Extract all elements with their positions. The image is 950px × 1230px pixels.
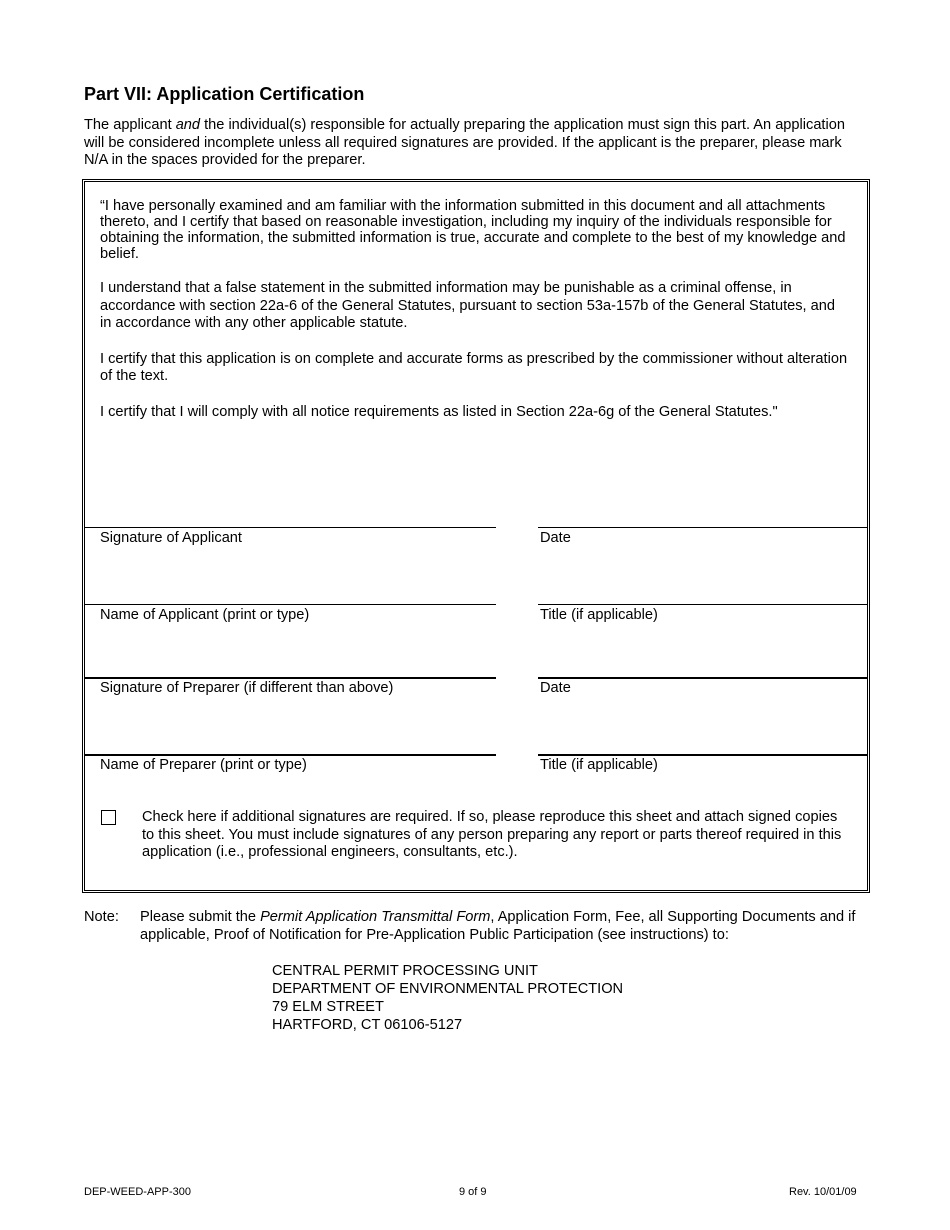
address-line-4: HARTFORD, CT 06106-5127 — [272, 1017, 463, 1033]
note-emphasis: Permit Application Transmittal Form — [260, 909, 491, 925]
title-applicant-label: Title (if applicable) — [540, 607, 658, 623]
note-text-start: Please submit the — [140, 909, 261, 925]
footer-revision: Rev. 10/01/09 — [789, 1186, 857, 1198]
note-label: Note: — [84, 909, 119, 925]
certification-paragraph-4: I certify that I will comply with all notice requirements as listed in Section 22a-6g of the General Statutes." — [100, 403, 778, 420]
mailing-address — [272, 962, 623, 1034]
name-of-applicant-line[interactable] — [85, 604, 496, 605]
certification-paragraph-3: I certify that this application is on complete and accurate forms as prescribed by the commissioner without alteration of the text. — [100, 350, 848, 384]
signature-of-applicant-line[interactable] — [85, 527, 496, 528]
address-line-3: 79 ELM STREET — [272, 999, 384, 1015]
address-line-1: CENTRAL PERMIT PROCESSING UNIT — [272, 963, 538, 979]
note-text-end: , Application Form, Fee, all Supporting Documents and if applicable, Proof of Notification for Pre-Application Public Participation (see instructions) to: — [140, 909, 856, 943]
name-of-applicant-label: Name of Applicant (print or type) — [100, 607, 310, 623]
footer-page-number: 9 of 9 — [459, 1186, 487, 1198]
additional-signatures-text: Check here if additional signatures are required. If so, please reproduce this sheet and attach signed copies to this sheet. You must include signatures of any person preparing any report or parts thereof required in this application (i.e., professional engineers, consultants, etc.). — [142, 809, 842, 860]
title-applicant-line[interactable] — [538, 604, 867, 605]
certification-paragraph-2: I understand that a false statement in the submitted information may be punishable as a criminal offense, in accordance with section 22a-6 of the General Statutes, pursuant to section 53a-157b of the General Statutes, and in accordance with any other applicable statute. — [100, 280, 836, 331]
footer-form-number: DEP-WEED-APP-300 — [84, 1186, 191, 1198]
additional-signatures-checkbox[interactable] — [101, 810, 116, 825]
name-of-preparer-line[interactable] — [85, 754, 496, 756]
title-preparer-line[interactable] — [538, 754, 867, 756]
note-text — [140, 909, 870, 944]
date-applicant-label: Date — [540, 530, 571, 546]
intro-paragraph — [84, 117, 864, 170]
date-preparer-label: Date — [540, 680, 571, 696]
certification-statement — [100, 198, 850, 439]
page-title: Part VII: Application Certification — [84, 84, 365, 104]
intro-text-start: The applicant — [84, 117, 176, 133]
signature-of-preparer-label: Signature of Preparer (if different than above) — [100, 680, 394, 696]
signature-of-applicant-label: Signature of Applicant — [100, 530, 242, 546]
intro-text-end: the individual(s) responsible for actually preparing the application must sign this part. An application will be considered incomplete unless all required signatures are provided. If the applicant is the preparer, please mark N/A in the spaces provided for the preparer. — [84, 117, 845, 168]
certification-box — [82, 179, 870, 893]
address-line-2: DEPARTMENT OF ENVIRONMENTAL PROTECTION — [272, 981, 624, 997]
title-preparer-label: Title (if applicable) — [540, 757, 658, 773]
certification-paragraph-1: “I have personally examined and am familiar with the information submitted in this document and all attachments thereto, and I certify that based on reasonable investigation, including my inquiry of the individuals responsible for obtaining the information, the submitted information is true, accurate and complete to the best of my knowledge and belief. — [100, 198, 846, 262]
date-preparer-line[interactable] — [538, 677, 867, 679]
date-applicant-line[interactable] — [538, 527, 867, 528]
signature-of-preparer-line[interactable] — [85, 677, 496, 679]
intro-emphasis: and — [175, 117, 201, 133]
name-of-preparer-label: Name of Preparer (print or type) — [100, 757, 307, 773]
